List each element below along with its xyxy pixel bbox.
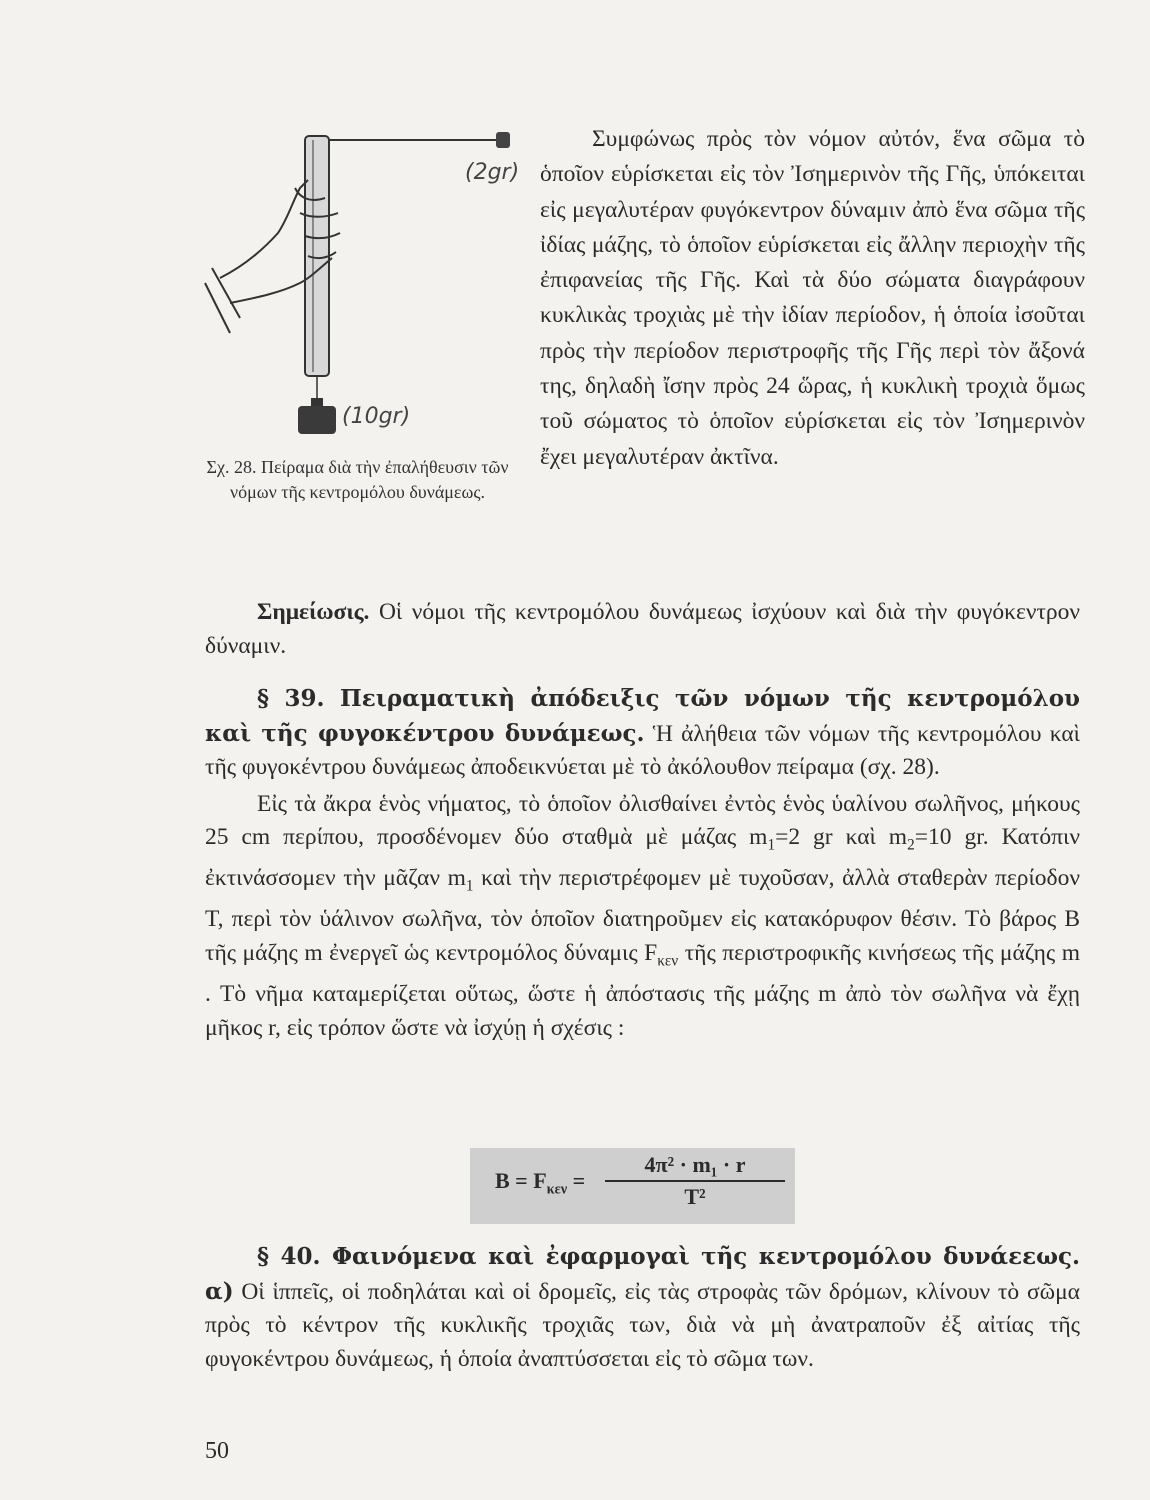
formula-denominator: T²: [684, 1184, 706, 1209]
figure-caption: Σχ. 28. Πείραμα διὰ τὴν ἐπαλήθευσιν τῶν νόμων τῆς κεντρομόλου δυνάμεως.: [206, 457, 509, 502]
section-39-heading: § 39. Πειραματικὴ ἀπόδειξις τῶν νόμων τῆς κεντρομόλου καὶ τῆς φυγοκέντρου δυνάμεως.: [205, 685, 1080, 747]
formula-lhs: $B = F_{\kappa\varepsilon\nu}$ =: [495, 1168, 586, 1198]
experiment-figure: [200, 118, 530, 448]
note-block: [205, 596, 1080, 663]
intro-column: [540, 122, 1085, 475]
formula-fraction: [605, 1152, 785, 1210]
section-40: [205, 1240, 1080, 1376]
label-small-mass: (2gr): [465, 160, 520, 185]
section-40-heading: § 40. Φαινόμενα καὶ ἐφαρμογαὶ τῆς κεντρομόλου δυνάεεως. α): [205, 1243, 1080, 1305]
label-large-mass: (10gr): [342, 404, 411, 429]
section-39: [205, 682, 1080, 1045]
section-39-paragraph: Εἰς τὰ ἄκρα ἑνὸς νήματος, τὸ ὁποῖον ὀλισθαίνει ἐντὸς ἑνὸς ὑαλίνου σωλῆνος, μήκους 25 cm περίπου, προσδένομεν δύο σταθμὰ μὲ μάζας $m_1=2$ gr καὶ $m_2=10$ gr. Κατόπιν ἐκτινάσσομεν τὴν μᾶζαν $m_1$ καὶ τὴν περιστρέφομεν μὲ τυχοῦσαν, ἀλλὰ σταθερὰν περίοδον T, περὶ τὸν ὑάλινον σωλῆνα, τὸν ὁποῖον διατηροῦμεν εἰς κατακόρυφον θέσιν. Τὸ βάρος B τῆς μάζης m ἐνεργεῖ ὡς κεντρομόλος δύναμις $F_{\kappa\varepsilon\nu}$ τῆς περιστροφικῆς κινήσεως τῆς μάζης m . Τὸ νῆμα καταμερίζεται οὕτως, ὥστε ἡ ἀπόστασις τῆς μάζης m ἀπὸ τὸν σωλῆνα νὰ ἔχῃ μῆκος r, εἰς τρόπον ὥστε νὰ ἰσχύῃ ἡ σχέσις :: [205, 790, 1080, 1041]
section-39-intro: Ἡ ἀλήθεια τῶν νόμων τῆς κεντρομόλου καὶ τῆς φυγοκέντρου δυνάμεως ἀποδεικνύεται μὲ τὸ ἀκόλουθον πείραμα (σχ. 28).: [205, 720, 1080, 780]
page-number: 50: [205, 1438, 229, 1464]
note-text: Οἱ νόμοι τῆς κεντρομόλου δυνάμεως ἰσχύουν καὶ διὰ τὴν φυγόκεντρον δύναμιν.: [205, 599, 1080, 659]
formula-numerator: 4π² · m₁ · r: [644, 1152, 746, 1177]
large-weight-icon: [298, 398, 336, 434]
centripetal-formula: [470, 1148, 795, 1224]
note-label: Σημείωσις.: [257, 599, 370, 625]
section-40-text: Οἱ ἱππεῖς, οἱ ποδηλάται καὶ οἱ δρομεῖς, εἰς τὰς στροφὰς τῶν δρόμων, κλίνουν τὸ σῶμα πρὸς τὸ κέντρον τῆς κυκλικῆς τροχιᾶς των, διὰ νὰ μὴ ἀνατραποῦν ἐξ αἰτίας τῆς φυγοκέντρου δυνάμεως, ἡ ὁποία ἀναπτύσσεται εἰς τὸ σῶμα των.: [205, 1278, 1080, 1372]
small-weight-icon: [496, 132, 510, 148]
intro-paragraph: Συμφώνως πρὸς τὸν νόμον αὐτόν, ἕνα σῶμα τὸ ὁποῖον εὑρίσκεται εἰς τὸν Ἰσημερινὸν τῆς Γῆς, ὑπόκειται εἰς μεγαλυτέραν φυγόκεντρον δύναμιν ἀπὸ ἕνα σῶμα τῆς ἰδίας μάζης, τὸ ὁποῖον εὑρίσκεται εἰς ἄλλην περιοχὴν τῆς ἐπιφανείας τῆς Γῆς. Καὶ τὰ δύο σώματα διαγράφουν κυκλικὰς τροχιὰς μὲ τὴν ἰδίαν περίοδον, ἡ ὁποία ἰσοῦται πρὸς τὴν περίοδον περιστροφῆς τῆς Γῆς περὶ τὸν ἄξονά της, δηλαδὴ ἴσην πρὸς 24 ὥρας, ἡ κυκλικὴ τροχιὰ ὅμως τοῦ σώματος τὸ ὁποῖον εὑρίσκεται εἰς τὸν Ἰσημερινὸν ἔχει μεγαλυτέραν ἀκτῖνα.: [540, 126, 1085, 470]
